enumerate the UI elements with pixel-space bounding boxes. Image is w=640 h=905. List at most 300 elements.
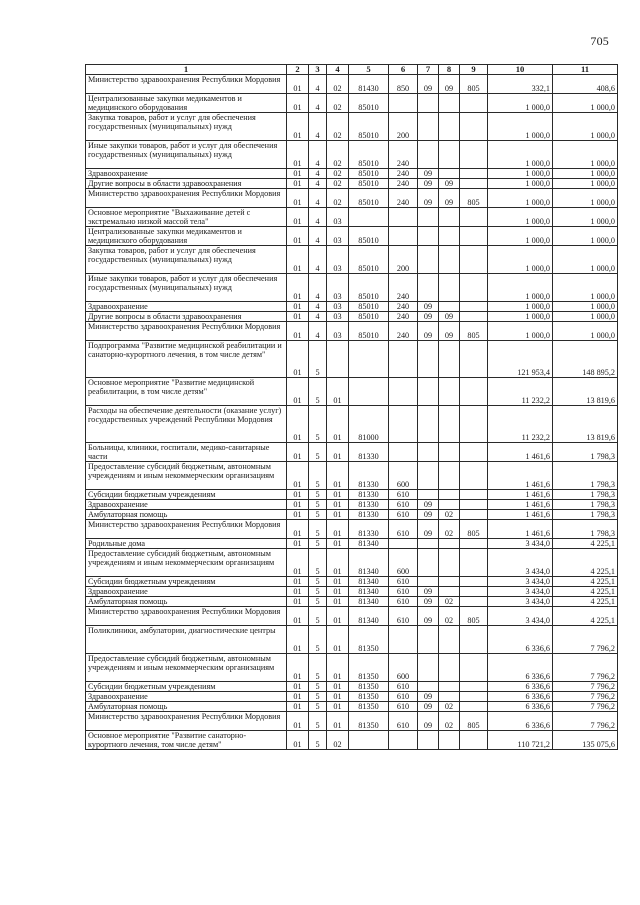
cell-col-7 bbox=[418, 378, 439, 406]
cell-col-9 bbox=[460, 549, 488, 577]
cell-col-11: 4 225,1 bbox=[553, 549, 618, 577]
cell-col-5: 85010 bbox=[349, 94, 389, 113]
cell-col-10: 6 336,6 bbox=[488, 682, 553, 692]
cell-col-2: 01 bbox=[287, 490, 309, 500]
row-label-cell: Расходы на обеспечение деятельности (оказание услуг) государственных учреждений Республики Мордовия bbox=[86, 406, 287, 443]
cell-col-5: 85010 bbox=[349, 141, 389, 169]
cell-col-4: 03 bbox=[327, 312, 349, 322]
cell-col-6: 850 bbox=[389, 75, 418, 94]
cell-col-7: 09 bbox=[418, 510, 439, 520]
table-row bbox=[86, 462, 618, 490]
cell-col-7 bbox=[418, 654, 439, 682]
cell-col-4: 02 bbox=[327, 141, 349, 169]
cell-col-10: 1 000,0 bbox=[488, 94, 553, 113]
cell-col-5: 81340 bbox=[349, 539, 389, 549]
cell-col-4: 01 bbox=[327, 500, 349, 510]
table-body bbox=[86, 75, 618, 750]
cell-col-2: 01 bbox=[287, 712, 309, 731]
cell-col-7 bbox=[418, 94, 439, 113]
cell-col-11: 7 796,2 bbox=[553, 692, 618, 702]
cell-col-11: 1 000,0 bbox=[553, 141, 618, 169]
cell-col-9 bbox=[460, 462, 488, 490]
table-row bbox=[86, 712, 618, 731]
cell-col-3: 5 bbox=[309, 577, 327, 587]
cell-col-7: 09 bbox=[418, 712, 439, 731]
column-header-5: 5 bbox=[349, 65, 389, 75]
cell-col-5: 81330 bbox=[349, 462, 389, 490]
cell-col-9 bbox=[460, 302, 488, 312]
page-number: 705 bbox=[590, 34, 609, 48]
cell-col-4: 03 bbox=[327, 208, 349, 227]
cell-col-3: 5 bbox=[309, 520, 327, 539]
cell-col-3: 5 bbox=[309, 406, 327, 443]
row-label-cell: Поликлиники, амбулатории, диагностические центры bbox=[86, 626, 287, 654]
cell-col-5: 85010 bbox=[349, 227, 389, 246]
cell-col-6: 600 bbox=[389, 654, 418, 682]
cell-col-11: 1 000,0 bbox=[553, 227, 618, 246]
cell-col-10: 1 000,0 bbox=[488, 113, 553, 141]
cell-col-2: 01 bbox=[287, 246, 309, 274]
cell-col-8 bbox=[439, 731, 460, 750]
cell-col-6 bbox=[389, 626, 418, 654]
cell-col-7: 09 bbox=[418, 312, 439, 322]
cell-col-2: 01 bbox=[287, 94, 309, 113]
cell-col-10: 121 953,4 bbox=[488, 341, 553, 378]
cell-col-8 bbox=[439, 378, 460, 406]
cell-col-6: 240 bbox=[389, 141, 418, 169]
cell-col-2: 01 bbox=[287, 341, 309, 378]
row-label-cell: Министерство здравоохранения Республики Мордовия bbox=[86, 712, 287, 731]
row-label-cell: Министерство здравоохранения Республики Мордовия bbox=[86, 607, 287, 626]
row-label-cell: Министерство здравоохранения Республики Мордовия bbox=[86, 322, 287, 341]
row-label-cell: Министерство здравоохранения Республики Мордовия bbox=[86, 520, 287, 539]
row-label-cell: Министерство здравоохранения Республики Мордовия bbox=[86, 75, 287, 94]
cell-col-6: 600 bbox=[389, 549, 418, 577]
cell-col-3: 5 bbox=[309, 490, 327, 500]
cell-col-5: 85010 bbox=[349, 312, 389, 322]
cell-col-7: 09 bbox=[418, 607, 439, 626]
cell-col-4: 01 bbox=[327, 549, 349, 577]
cell-col-2: 01 bbox=[287, 520, 309, 539]
cell-col-3: 4 bbox=[309, 322, 327, 341]
row-label-cell: Другие вопросы в области здравоохранения bbox=[86, 312, 287, 322]
cell-col-3: 5 bbox=[309, 607, 327, 626]
cell-col-10: 1 000,0 bbox=[488, 189, 553, 208]
table-row bbox=[86, 169, 618, 179]
cell-col-6: 240 bbox=[389, 312, 418, 322]
cell-col-5: 85010 bbox=[349, 274, 389, 302]
cell-col-3: 5 bbox=[309, 500, 327, 510]
cell-col-11: 13 819,6 bbox=[553, 406, 618, 443]
cell-col-9 bbox=[460, 406, 488, 443]
cell-col-3: 5 bbox=[309, 731, 327, 750]
cell-col-11: 1 000,0 bbox=[553, 113, 618, 141]
cell-col-5: 81340 bbox=[349, 597, 389, 607]
cell-col-6: 200 bbox=[389, 246, 418, 274]
cell-col-5: 81000 bbox=[349, 406, 389, 443]
cell-col-7: 09 bbox=[418, 597, 439, 607]
cell-col-10: 3 434,0 bbox=[488, 597, 553, 607]
table-row bbox=[86, 539, 618, 549]
cell-col-6: 610 bbox=[389, 520, 418, 539]
row-label-cell: Иные закупки товаров, работ и услуг для обеспечения государственных (муниципальных) нужд bbox=[86, 141, 287, 169]
cell-col-8 bbox=[439, 682, 460, 692]
cell-col-4: 02 bbox=[327, 189, 349, 208]
column-header-7: 7 bbox=[418, 65, 439, 75]
cell-col-8: 02 bbox=[439, 510, 460, 520]
table-row bbox=[86, 654, 618, 682]
cell-col-9: 805 bbox=[460, 322, 488, 341]
cell-col-5: 85010 bbox=[349, 179, 389, 189]
table-row bbox=[86, 274, 618, 302]
cell-col-10: 110 721,2 bbox=[488, 731, 553, 750]
cell-col-8 bbox=[439, 577, 460, 587]
cell-col-4: 02 bbox=[327, 731, 349, 750]
cell-col-8 bbox=[439, 626, 460, 654]
cell-col-2: 01 bbox=[287, 626, 309, 654]
cell-col-7 bbox=[418, 443, 439, 462]
cell-col-7 bbox=[418, 462, 439, 490]
cell-col-5: 81330 bbox=[349, 510, 389, 520]
cell-col-7: 09 bbox=[418, 189, 439, 208]
row-label-cell: Иные закупки товаров, работ и услуг для обеспечения государственных (муниципальных) нужд bbox=[86, 274, 287, 302]
cell-col-11: 1 798,3 bbox=[553, 520, 618, 539]
cell-col-10: 1 461,6 bbox=[488, 462, 553, 490]
table-row bbox=[86, 312, 618, 322]
cell-col-5 bbox=[349, 378, 389, 406]
cell-col-8: 09 bbox=[439, 189, 460, 208]
cell-col-8 bbox=[439, 274, 460, 302]
cell-col-2: 01 bbox=[287, 500, 309, 510]
cell-col-5 bbox=[349, 208, 389, 227]
cell-col-2: 01 bbox=[287, 462, 309, 490]
cell-col-6: 610 bbox=[389, 587, 418, 597]
table-row bbox=[86, 731, 618, 750]
table-row bbox=[86, 577, 618, 587]
cell-col-11: 7 796,2 bbox=[553, 712, 618, 731]
cell-col-10: 1 000,0 bbox=[488, 179, 553, 189]
cell-col-4: 01 bbox=[327, 597, 349, 607]
cell-col-7 bbox=[418, 341, 439, 378]
cell-col-11: 7 796,2 bbox=[553, 654, 618, 682]
cell-col-5: 81340 bbox=[349, 607, 389, 626]
cell-col-11: 408,6 bbox=[553, 75, 618, 94]
cell-col-9 bbox=[460, 597, 488, 607]
cell-col-11: 1 798,3 bbox=[553, 462, 618, 490]
cell-col-9 bbox=[460, 169, 488, 179]
cell-col-6: 610 bbox=[389, 597, 418, 607]
cell-col-11: 1 000,0 bbox=[553, 179, 618, 189]
table-row bbox=[86, 113, 618, 141]
cell-col-11: 7 796,2 bbox=[553, 702, 618, 712]
cell-col-11: 1 000,0 bbox=[553, 208, 618, 227]
cell-col-3: 4 bbox=[309, 312, 327, 322]
cell-col-10: 1 461,6 bbox=[488, 443, 553, 462]
cell-col-2: 01 bbox=[287, 587, 309, 597]
cell-col-4: 01 bbox=[327, 378, 349, 406]
table-row bbox=[86, 692, 618, 702]
cell-col-8 bbox=[439, 490, 460, 500]
row-label-cell: Основное мероприятие "Развитие санаторно-курортного лечения, том числе детям" bbox=[86, 731, 287, 750]
cell-col-4: 03 bbox=[327, 227, 349, 246]
cell-col-7 bbox=[418, 113, 439, 141]
cell-col-8 bbox=[439, 227, 460, 246]
cell-col-2: 01 bbox=[287, 443, 309, 462]
cell-col-8: 02 bbox=[439, 712, 460, 731]
cell-col-8 bbox=[439, 692, 460, 702]
cell-col-2: 01 bbox=[287, 510, 309, 520]
cell-col-6: 600 bbox=[389, 462, 418, 490]
row-label-cell: Амбулаторная помощь bbox=[86, 597, 287, 607]
cell-col-5 bbox=[349, 731, 389, 750]
cell-col-2: 01 bbox=[287, 539, 309, 549]
cell-col-9 bbox=[460, 587, 488, 597]
cell-col-4: 01 bbox=[327, 539, 349, 549]
cell-col-6 bbox=[389, 208, 418, 227]
row-label-cell: Централизованные закупки медикаментов и медицинского оборудования bbox=[86, 94, 287, 113]
column-header-2: 2 bbox=[287, 65, 309, 75]
cell-col-6 bbox=[389, 406, 418, 443]
cell-col-7: 09 bbox=[418, 179, 439, 189]
cell-col-3: 5 bbox=[309, 587, 327, 597]
table-row bbox=[86, 189, 618, 208]
cell-col-2: 01 bbox=[287, 179, 309, 189]
column-header-4: 4 bbox=[327, 65, 349, 75]
row-label-cell: Централизованные закупки медикаментов и медицинского оборудования bbox=[86, 227, 287, 246]
cell-col-2: 01 bbox=[287, 692, 309, 702]
table-row bbox=[86, 208, 618, 227]
cell-col-5: 85010 bbox=[349, 113, 389, 141]
table-row bbox=[86, 246, 618, 274]
cell-col-10: 6 336,6 bbox=[488, 712, 553, 731]
cell-col-2: 01 bbox=[287, 577, 309, 587]
cell-col-11: 1 000,0 bbox=[553, 246, 618, 274]
cell-col-10: 1 000,0 bbox=[488, 208, 553, 227]
table-row bbox=[86, 75, 618, 94]
row-label-cell: Основное мероприятие "Выхаживание детей с экстремально низкой массой тела" bbox=[86, 208, 287, 227]
cell-col-9 bbox=[460, 682, 488, 692]
cell-col-8 bbox=[439, 141, 460, 169]
cell-col-2: 01 bbox=[287, 75, 309, 94]
table-row bbox=[86, 702, 618, 712]
cell-col-10: 1 000,0 bbox=[488, 141, 553, 169]
cell-col-8 bbox=[439, 587, 460, 597]
cell-col-9 bbox=[460, 443, 488, 462]
row-label-cell: Субсидии бюджетным учреждениям bbox=[86, 682, 287, 692]
cell-col-7: 09 bbox=[418, 500, 439, 510]
cell-col-7 bbox=[418, 490, 439, 500]
cell-col-10: 3 434,0 bbox=[488, 577, 553, 587]
row-label-cell: Другие вопросы в области здравоохранения bbox=[86, 179, 287, 189]
cell-col-5: 85010 bbox=[349, 246, 389, 274]
cell-col-3: 4 bbox=[309, 302, 327, 312]
cell-col-3: 5 bbox=[309, 597, 327, 607]
cell-col-10: 1 461,6 bbox=[488, 510, 553, 520]
cell-col-8: 09 bbox=[439, 75, 460, 94]
table-row bbox=[86, 406, 618, 443]
cell-col-5: 81350 bbox=[349, 682, 389, 692]
cell-col-7 bbox=[418, 141, 439, 169]
cell-col-7 bbox=[418, 208, 439, 227]
cell-col-8: 02 bbox=[439, 520, 460, 539]
cell-col-7 bbox=[418, 539, 439, 549]
cell-col-10: 1 461,6 bbox=[488, 490, 553, 500]
cell-col-5: 81340 bbox=[349, 587, 389, 597]
cell-col-8 bbox=[439, 549, 460, 577]
cell-col-5: 81350 bbox=[349, 712, 389, 731]
row-label-cell: Здравоохранение bbox=[86, 692, 287, 702]
cell-col-10: 6 336,6 bbox=[488, 702, 553, 712]
cell-col-10: 1 000,0 bbox=[488, 322, 553, 341]
cell-col-7 bbox=[418, 274, 439, 302]
cell-col-8 bbox=[439, 169, 460, 179]
row-label-cell: Здравоохранение bbox=[86, 169, 287, 179]
cell-col-10: 1 000,0 bbox=[488, 312, 553, 322]
cell-col-3: 4 bbox=[309, 113, 327, 141]
cell-col-9 bbox=[460, 654, 488, 682]
cell-col-2: 01 bbox=[287, 654, 309, 682]
cell-col-3: 5 bbox=[309, 378, 327, 406]
cell-col-5: 85010 bbox=[349, 302, 389, 312]
cell-col-3: 4 bbox=[309, 189, 327, 208]
cell-col-6: 610 bbox=[389, 500, 418, 510]
cell-col-4: 01 bbox=[327, 510, 349, 520]
cell-col-6: 610 bbox=[389, 607, 418, 626]
cell-col-11: 4 225,1 bbox=[553, 577, 618, 587]
cell-col-10: 6 336,6 bbox=[488, 654, 553, 682]
cell-col-2: 01 bbox=[287, 169, 309, 179]
cell-col-8 bbox=[439, 406, 460, 443]
cell-col-11: 1 798,3 bbox=[553, 510, 618, 520]
cell-col-6: 240 bbox=[389, 179, 418, 189]
table-row bbox=[86, 626, 618, 654]
cell-col-9 bbox=[460, 341, 488, 378]
cell-col-4: 02 bbox=[327, 113, 349, 141]
cell-col-11: 1 000,0 bbox=[553, 94, 618, 113]
cell-col-9 bbox=[460, 500, 488, 510]
cell-col-9 bbox=[460, 731, 488, 750]
cell-col-7 bbox=[418, 626, 439, 654]
cell-col-11: 1 798,3 bbox=[553, 443, 618, 462]
cell-col-3: 5 bbox=[309, 539, 327, 549]
column-header-8: 8 bbox=[439, 65, 460, 75]
cell-col-6: 200 bbox=[389, 113, 418, 141]
row-label-cell: Закупка товаров, работ и услуг для обеспечения государственных (муниципальных) нужд bbox=[86, 246, 287, 274]
row-label-cell: Здравоохранение bbox=[86, 587, 287, 597]
row-label-cell: Предоставление субсидий бюджетным, автономным учреждениям и иным некоммерческим организациям bbox=[86, 549, 287, 577]
row-label-cell: Подпрограмма "Развитие медицинской реабилитации и санаторно-курортного лечения, в том числе детям" bbox=[86, 341, 287, 378]
row-label-cell: Субсидии бюджетным учреждениям bbox=[86, 490, 287, 500]
cell-col-2: 01 bbox=[287, 274, 309, 302]
row-label-cell: Министерство здравоохранения Республики Мордовия bbox=[86, 189, 287, 208]
table-row bbox=[86, 94, 618, 113]
cell-col-4: 03 bbox=[327, 322, 349, 341]
column-header-11: 11 bbox=[553, 65, 618, 75]
cell-col-6: 610 bbox=[389, 682, 418, 692]
cell-col-10: 332,1 bbox=[488, 75, 553, 94]
cell-col-10: 1 000,0 bbox=[488, 302, 553, 312]
table-row bbox=[86, 179, 618, 189]
cell-col-2: 01 bbox=[287, 227, 309, 246]
cell-col-3: 4 bbox=[309, 227, 327, 246]
cell-col-8 bbox=[439, 302, 460, 312]
cell-col-9 bbox=[460, 179, 488, 189]
cell-col-8: 09 bbox=[439, 322, 460, 341]
cell-col-9: 805 bbox=[460, 607, 488, 626]
cell-col-6: 240 bbox=[389, 189, 418, 208]
cell-col-9 bbox=[460, 113, 488, 141]
row-label-cell: Здравоохранение bbox=[86, 500, 287, 510]
table-row bbox=[86, 682, 618, 692]
cell-col-10: 3 434,0 bbox=[488, 587, 553, 597]
cell-col-11: 4 225,1 bbox=[553, 607, 618, 626]
cell-col-10: 1 000,0 bbox=[488, 246, 553, 274]
cell-col-3: 5 bbox=[309, 692, 327, 702]
cell-col-6: 610 bbox=[389, 510, 418, 520]
cell-col-3: 5 bbox=[309, 702, 327, 712]
cell-col-6: 610 bbox=[389, 577, 418, 587]
cell-col-4: 01 bbox=[327, 607, 349, 626]
cell-col-4: 03 bbox=[327, 302, 349, 312]
cell-col-2: 01 bbox=[287, 607, 309, 626]
cell-col-8: 09 bbox=[439, 179, 460, 189]
cell-col-11: 1 798,3 bbox=[553, 500, 618, 510]
cell-col-5: 81350 bbox=[349, 692, 389, 702]
row-label-cell: Здравоохранение bbox=[86, 302, 287, 312]
cell-col-3: 4 bbox=[309, 75, 327, 94]
cell-col-11: 4 225,1 bbox=[553, 597, 618, 607]
cell-col-6: 240 bbox=[389, 169, 418, 179]
cell-col-5: 81350 bbox=[349, 654, 389, 682]
cell-col-10: 6 336,6 bbox=[488, 626, 553, 654]
row-label-cell: Больницы, клиники, госпитали, медико-санитарные части bbox=[86, 443, 287, 462]
cell-col-2: 01 bbox=[287, 113, 309, 141]
cell-col-4: 01 bbox=[327, 692, 349, 702]
table-row bbox=[86, 490, 618, 500]
cell-col-2: 01 bbox=[287, 549, 309, 577]
cell-col-6: 240 bbox=[389, 274, 418, 302]
cell-col-6: 240 bbox=[389, 302, 418, 312]
cell-col-2: 01 bbox=[287, 208, 309, 227]
row-label-cell: Основное мероприятие "Развитие медицинской реабилитации, в том числе детям" bbox=[86, 378, 287, 406]
cell-col-9 bbox=[460, 246, 488, 274]
cell-col-8 bbox=[439, 113, 460, 141]
cell-col-4: 01 bbox=[327, 702, 349, 712]
table-row bbox=[86, 500, 618, 510]
cell-col-9 bbox=[460, 208, 488, 227]
cell-col-5: 81350 bbox=[349, 702, 389, 712]
cell-col-6 bbox=[389, 94, 418, 113]
cell-col-7: 09 bbox=[418, 322, 439, 341]
row-label-cell: Предоставление субсидий бюджетным, автономным учреждениям и иным некоммерческим организациям bbox=[86, 462, 287, 490]
cell-col-3: 5 bbox=[309, 626, 327, 654]
cell-col-3: 4 bbox=[309, 94, 327, 113]
cell-col-5: 81350 bbox=[349, 626, 389, 654]
column-header-3: 3 bbox=[309, 65, 327, 75]
cell-col-9: 805 bbox=[460, 712, 488, 731]
cell-col-8: 02 bbox=[439, 597, 460, 607]
cell-col-4: 01 bbox=[327, 626, 349, 654]
cell-col-3: 5 bbox=[309, 341, 327, 378]
cell-col-2: 01 bbox=[287, 189, 309, 208]
cell-col-3: 4 bbox=[309, 246, 327, 274]
cell-col-11: 1 000,0 bbox=[553, 189, 618, 208]
cell-col-11: 148 895,2 bbox=[553, 341, 618, 378]
cell-col-9 bbox=[460, 577, 488, 587]
row-label-cell: Субсидии бюджетным учреждениям bbox=[86, 577, 287, 587]
cell-col-7 bbox=[418, 549, 439, 577]
cell-col-4: 01 bbox=[327, 406, 349, 443]
